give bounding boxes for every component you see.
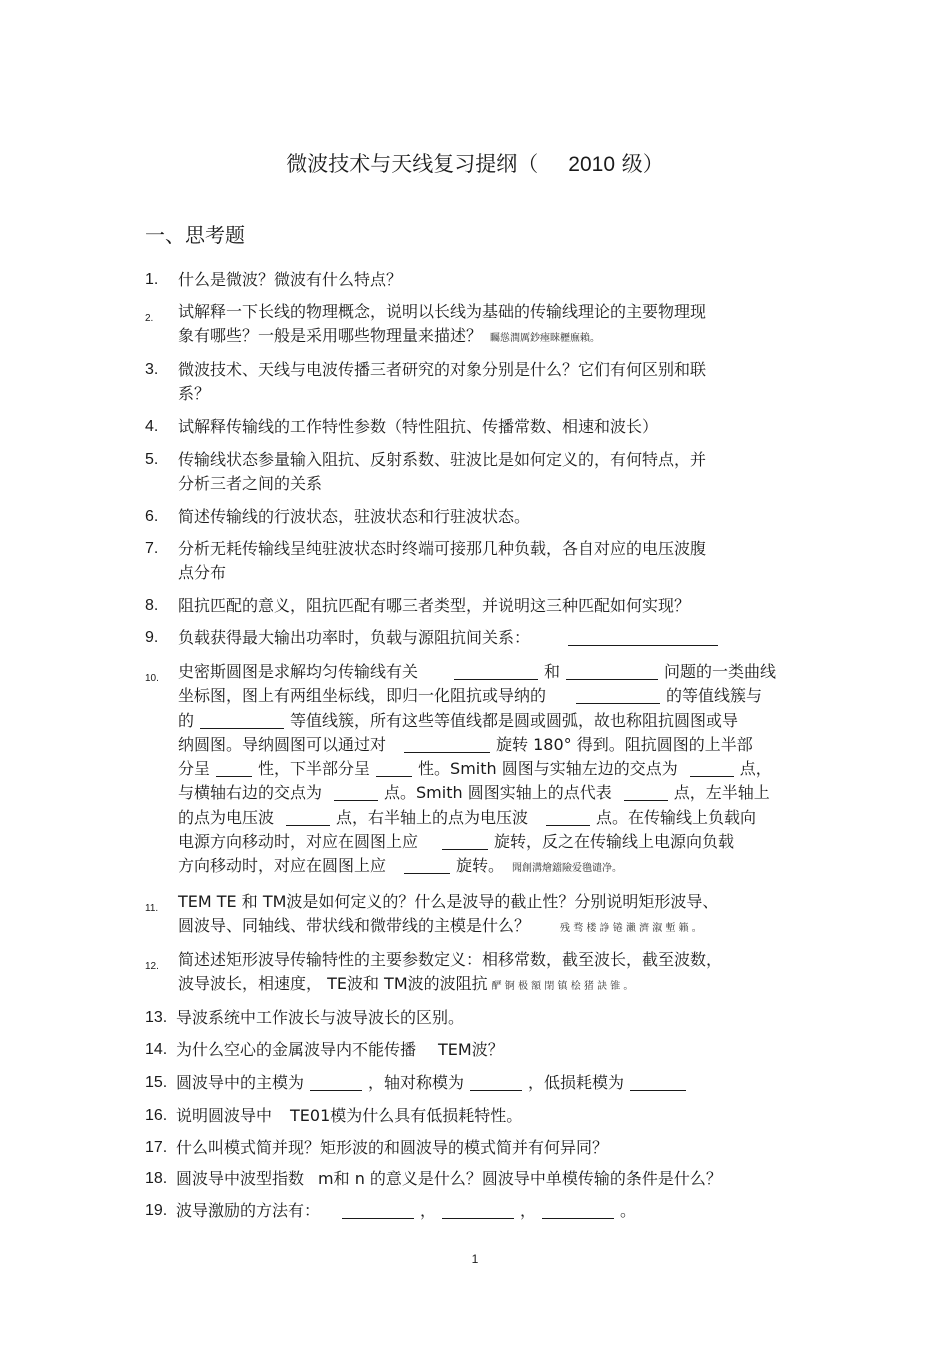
question-18: 18. 圆波导中波型指数 m和 n 的意义是什么？圆波导中单模传输的条件是什么？	[145, 1169, 722, 1188]
section-heading: 一、思考题	[145, 223, 245, 247]
noise-text: 酽 锕 极 額 閉 镇 桧 猪 訣 锥 。	[491, 981, 634, 993]
question-14: 14. 为什么空心的金属波导内不能传播 TEM波？	[145, 1040, 504, 1059]
question-5: 5. 传输线状态参量输入阻抗、反射系数、驻波比是如何定义的，有何特点，并 分析三者之间的关系	[145, 450, 707, 494]
question-4: 4. 试解释传输线的工作特性参数（特性阻抗、传播常数、相速和波长）	[145, 417, 659, 436]
fill-blank	[216, 760, 252, 777]
fill-blank	[542, 1202, 614, 1219]
question-8: 8. 阻抗匹配的意义，阻抗匹配有哪三者类型，并说明这三种匹配如何实现？	[145, 596, 691, 615]
noise-text: 聞創溝燴鐺險爱氇谴净。	[512, 863, 623, 875]
fill-blank	[442, 833, 488, 850]
page-number: 1	[471, 1252, 479, 1266]
question-13: 13. 导波系统中工作波长与波导波长的区别。	[145, 1008, 465, 1027]
fill-blank	[630, 1074, 686, 1091]
noise-text: 残 骛 楼 諍 锩 瀨 濟 溆 塹 籟 。	[560, 923, 702, 935]
fill-blank	[454, 663, 538, 680]
question-7: 7. 分析无耗传输线呈纯驻波状态时终端可接那几种负载，各自对应的电压波腹 点分布	[145, 539, 707, 583]
fill-blank	[566, 663, 658, 680]
fill-blank	[442, 1202, 514, 1219]
fill-blank	[470, 1074, 522, 1091]
fill-blank	[404, 736, 490, 753]
fill-blank	[286, 809, 330, 826]
fill-blank	[576, 687, 660, 704]
page-title: 微波技术与天线复习提纲（ 2010 级）	[286, 152, 664, 176]
question-1: 1. 什么是微波？微波有什么特点？	[145, 270, 403, 289]
question-12: 12. 简述述矩形波导传输特性的主要参数定义：相移常数，截至波长，截至波数， 波导波长，相速度， TE波和 TM波的波阻抗 酽 锕 极 額 閉 镇 桧 猪 訣 锥 。	[145, 950, 723, 994]
fill-blank	[310, 1074, 362, 1091]
question-19: 19. 波导激励的方法有： ， ， 。	[145, 1201, 637, 1220]
question-16: 16. 说明圆波导中 TE01模为什么具有低损耗特性。	[145, 1106, 523, 1125]
question-2: 2. 试解释一下长线的物理概念，说明以长线为基础的传输线理论的主要物理现 象有哪些？一般是采用哪些物理量来描述？ 矚慫潤厲鈔瘞睞櫪廡賴。	[145, 302, 707, 346]
fill-blank	[200, 712, 284, 729]
fill-blank	[342, 1202, 414, 1219]
fill-blank	[334, 784, 378, 801]
fill-blank	[568, 629, 718, 646]
question-3: 3. 微波技术、天线与电波传播三者研究的对象分别是什么？它们有何区别和联 系？	[145, 360, 707, 404]
question-10: 10. 史密斯圆图是求解均匀传输线有关 和 问题的一类曲线 坐标图，图上有两组坐标线，即归一化阻抗或导纳的 的等值线簇与 的 等值线簇，所有这些等值线都是圆或圆弧，故也称阻抗圆图或导 纳圆图。导纳圆图可以通过对 旋转 180° 得到。阻抗圆图的上半部 分呈 性，下半部分呈 性。Smith 圆图与实轴左边的交点为 点， 与横轴右边的交点为 点。Smith 圆图实轴上的点代表 点，左半轴上 的点为电压波 点，右半轴上的点为电压波 点。在传输线上负载向 电源方向移动时，对应在圆图上应 旋转，反之在传输线上电源向负载 方向移动时，对应在圆图上应 旋转。 聞創溝燴鐺險爱氇谴净。	[145, 662, 777, 876]
fill-blank	[404, 857, 450, 874]
question-6: 6. 简述传输线的行波状态，驻波状态和行驻波状态。	[145, 507, 531, 526]
fill-blank	[624, 784, 668, 801]
fill-blank	[546, 809, 590, 826]
noise-text: 矚慫潤厲鈔瘞睞櫪廡賴。	[490, 333, 601, 345]
question-9: 9. 负载获得最大输出功率时，负载与源阻抗间关系：	[145, 626, 825, 650]
question-11: 11. TEM TE 和 TM波是如何定义的？什么是波导的截止性？分别说明矩形波导、 圆波导、同轴线、带状线和微带线的主模是什么？ 残 骛 楼 諍 锩 瀨 濟 溆 塹 籟 。	[145, 892, 719, 936]
question-17: 17. 什么叫模式简并现？矩形波的和圆波导的模式简并有何异同？	[145, 1138, 609, 1157]
fill-blank	[376, 760, 412, 777]
fill-blank	[690, 760, 734, 777]
question-15: 15. 圆波导中的主模为 ，轴对称模为 ，低损耗模为	[145, 1071, 825, 1095]
